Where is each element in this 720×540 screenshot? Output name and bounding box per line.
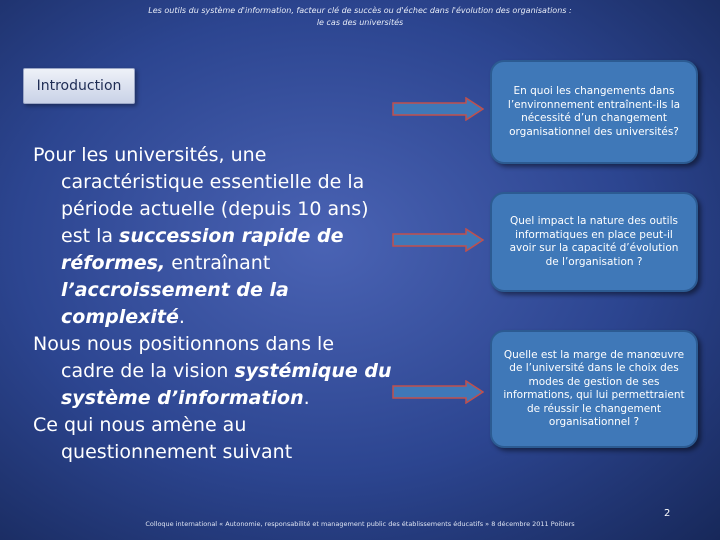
slide-footer: Colloque international « Autonomie, responsabilité et management public des établissements éducatifs » 8 décembre 2011 Poitiers bbox=[145, 520, 575, 528]
introduction-label: Introduction bbox=[36, 78, 122, 94]
p1-text-a: Pour les universités, une caractéristique essentielle de la période actuelle (depuis 10 ans) est la bbox=[33, 144, 369, 247]
question-box-3 bbox=[490, 330, 698, 448]
p2-text-b: . bbox=[303, 387, 310, 409]
arrow-right-icon bbox=[392, 228, 484, 252]
paragraph-2 bbox=[33, 331, 393, 412]
question-1-text: En quoi les changements dans l’environnement entraînent-ils la nécessité d’un changement organisationnel des universités? bbox=[507, 85, 681, 138]
question-box-1 bbox=[490, 60, 698, 164]
introduction-label-box bbox=[23, 68, 135, 104]
paragraph-3: Ce qui nous amène au questionnement suivant bbox=[33, 414, 293, 463]
p1-emphasis-1: succession rapide de réformes, bbox=[61, 225, 344, 274]
header-line-2: le cas des universités bbox=[316, 18, 404, 27]
main-body-text bbox=[33, 142, 393, 466]
page-number: 2 bbox=[664, 508, 671, 519]
arrow-right-icon bbox=[392, 97, 484, 121]
p2-emphasis: systémique du système d’information bbox=[61, 360, 392, 409]
question-2-text: Quel impact la nature des outils informatiques en place peut-il avoir sur la capacité d’évolution de l’organisation ? bbox=[509, 215, 679, 268]
p1-text-b: entraînant bbox=[165, 252, 271, 274]
p1-emphasis-2: l’accroissement de la complexité bbox=[61, 279, 289, 328]
question-3-text: Quelle est la marge de manœuvre de l’université dans le choix des modes de gestion de ses informations, qui lui permettraient de réussir le changement organisationnel ? bbox=[503, 348, 685, 428]
slide-header bbox=[110, 5, 610, 29]
p2-text-a: Nous nous positionnons dans le cadre de la vision bbox=[33, 333, 335, 382]
arrow-right-icon bbox=[392, 380, 484, 404]
paragraph-1 bbox=[33, 142, 393, 331]
header-line-1: Les outils du système d'information, facteur clé de succès ou d'échec dans l'évolution des organisations : bbox=[148, 6, 572, 15]
question-box-2 bbox=[490, 192, 698, 292]
p1-text-c: . bbox=[178, 306, 185, 328]
